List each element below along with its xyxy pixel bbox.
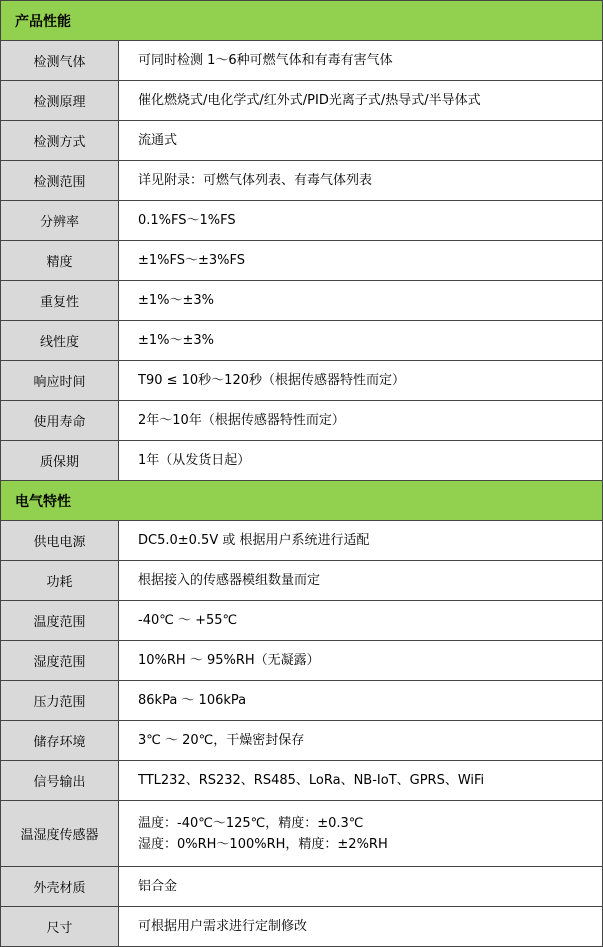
- spec-table-body: [1, 1, 603, 947]
- spec-value: [119, 441, 603, 481]
- spec-label: 检测原理: [1, 81, 119, 121]
- spec-value: [119, 907, 603, 947]
- spec-row: [1, 201, 603, 241]
- spec-value-line: 86kPa ～ 106kPa: [138, 693, 247, 708]
- spec-value-line: -40℃ ～ +55℃: [138, 613, 238, 628]
- spec-value-line: 详见附录：可燃气体列表、有毒气体列表: [138, 173, 373, 188]
- spec-row: [1, 641, 603, 681]
- spec-row: [1, 121, 603, 161]
- spec-value-line: 铝合金: [138, 879, 178, 894]
- section-header: [1, 1, 603, 41]
- spec-value: [119, 521, 603, 561]
- spec-label: 重复性: [1, 281, 119, 321]
- spec-value: [119, 681, 603, 721]
- spec-label: 尺寸: [1, 907, 119, 947]
- spec-value: [119, 81, 603, 121]
- spec-row: [1, 561, 603, 601]
- spec-label: 精度: [1, 241, 119, 281]
- spec-value-line: TTL232、RS232、RS485、LoRa、NB-IoT、GPRS、WiFi: [138, 773, 485, 788]
- spec-label: 温度范围: [1, 601, 119, 641]
- spec-row: [1, 441, 603, 481]
- spec-value-line: 催化燃烧式/电化学式/红外式/PID光离子式/热导式/半导体式: [138, 93, 481, 108]
- spec-row: [1, 161, 603, 201]
- spec-label: 湿度范围: [1, 641, 119, 681]
- spec-value-line: 湿度：0%RH～100%RH，精度：±2%RH: [138, 836, 388, 852]
- spec-value-line: 可根据用户需求进行定制修改: [138, 919, 308, 934]
- spec-label: 使用寿命: [1, 401, 119, 441]
- section-header: [1, 481, 603, 521]
- spec-row: [1, 241, 603, 281]
- spec-label: 响应时间: [1, 361, 119, 401]
- spec-row: [1, 41, 603, 81]
- spec-row: [1, 281, 603, 321]
- spec-label: 压力范围: [1, 681, 119, 721]
- spec-label: 温湿度传感器: [1, 801, 119, 867]
- spec-value-line: 可同时检测 1～6种可燃气体和有毒有害气体: [138, 53, 393, 68]
- spec-value-line: 流通式: [138, 133, 178, 148]
- spec-value: [119, 321, 603, 361]
- spec-row: [1, 601, 603, 641]
- spec-value: [119, 361, 603, 401]
- spec-value-line: 1年（从发货日起）: [138, 453, 251, 468]
- spec-value-line: 0.1%FS～1%FS: [138, 213, 236, 228]
- spec-value-line: DC5.0±0.5V 或 根据用户系统进行适配: [138, 533, 370, 548]
- section-title: 产品性能: [1, 1, 603, 41]
- spec-row: [1, 521, 603, 561]
- spec-value: [119, 761, 603, 801]
- spec-value: [119, 641, 603, 681]
- spec-value: [119, 867, 603, 907]
- spec-row: [1, 81, 603, 121]
- spec-row: [1, 321, 603, 361]
- spec-value: [119, 601, 603, 641]
- spec-row: [1, 681, 603, 721]
- spec-value-line: 温度：-40℃～125℃，精度：±0.3℃: [138, 815, 364, 831]
- spec-value: [119, 121, 603, 161]
- spec-value: [119, 201, 603, 241]
- spec-label: 检测范围: [1, 161, 119, 201]
- spec-row: [1, 907, 603, 947]
- spec-row: [1, 361, 603, 401]
- spec-value: [119, 41, 603, 81]
- spec-value-line: ±1%～±3%: [138, 333, 215, 348]
- spec-row: [1, 801, 603, 867]
- spec-label: 质保期: [1, 441, 119, 481]
- spec-row: [1, 761, 603, 801]
- spec-value-line: 根据接入的传感器模组数量而定: [138, 573, 321, 588]
- spec-value-line: ±1%FS～±3%FS: [138, 253, 246, 268]
- spec-value: [119, 561, 603, 601]
- spec-value-line: 3℃ ～ 20℃，干燥密封保存: [138, 733, 305, 748]
- spec-label: 供电电源: [1, 521, 119, 561]
- spec-value-line: 2年～10年（根据传感器特性而定）: [138, 413, 345, 428]
- spec-value: [119, 401, 603, 441]
- spec-value-line: ±1%～±3%: [138, 293, 215, 308]
- spec-label: 线性度: [1, 321, 119, 361]
- spec-value-line: T90 ≤ 10秒～120秒（根据传感器特性而定）: [138, 373, 405, 388]
- spec-label: 储存环境: [1, 721, 119, 761]
- spec-value: [119, 721, 603, 761]
- spec-value: [119, 241, 603, 281]
- spec-label: 检测气体: [1, 41, 119, 81]
- spec-value-line: 10%RH ～ 95%RH（无凝露）: [138, 653, 320, 668]
- spec-label: 外壳材质: [1, 867, 119, 907]
- spec-value: [119, 801, 603, 867]
- section-title: 电气特性: [1, 481, 603, 521]
- spec-row: [1, 401, 603, 441]
- spec-row: [1, 721, 603, 761]
- spec-value: [119, 161, 603, 201]
- spec-row: [1, 867, 603, 907]
- spec-label: 分辨率: [1, 201, 119, 241]
- spec-label: 功耗: [1, 561, 119, 601]
- spec-value: [119, 281, 603, 321]
- spec-label: 信号输出: [1, 761, 119, 801]
- spec-label: 检测方式: [1, 121, 119, 161]
